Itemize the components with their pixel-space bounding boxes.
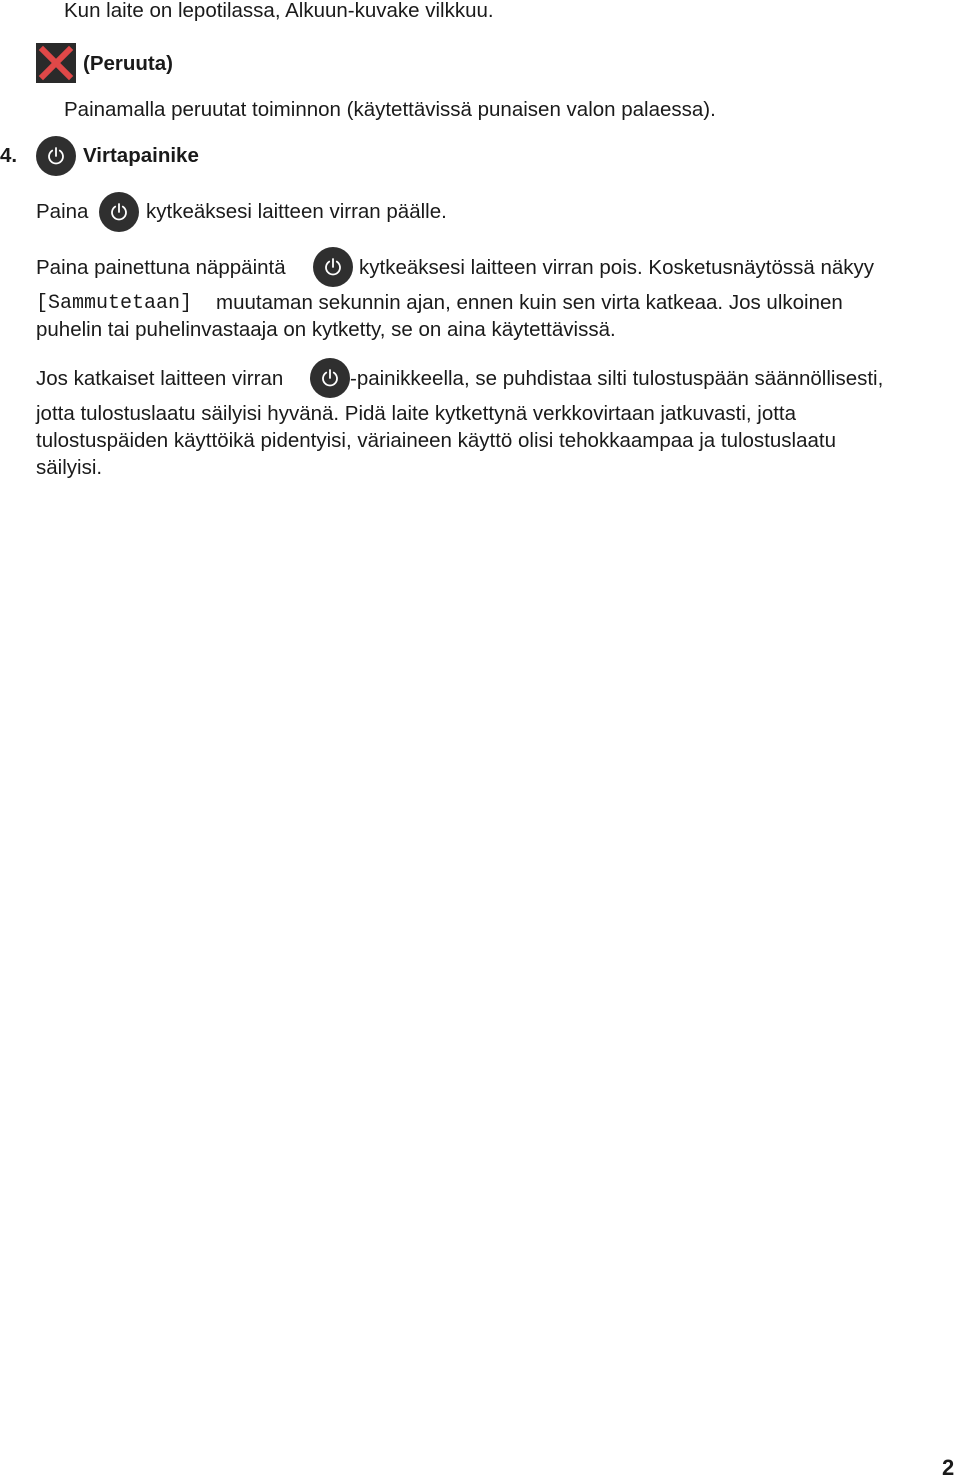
sleep-note: Kun laite on lepotilassa, Alkuun-kuvake vilkkuu. — [64, 0, 494, 22]
clean-text-after: -painikkeella, se puhdistaa silti tulostuspään säännöllisesti, — [350, 367, 884, 390]
power-off-text-before: Paina painettuna näppäintä — [36, 256, 286, 279]
section-title: Virtapainike — [83, 144, 199, 167]
clean-text-before: Jos katkaiset laitteen virran — [36, 367, 284, 390]
power-off-line2: muutaman sekunnin ajan, ennen kuin sen virta katkeaa. Jos ulkoinen — [216, 291, 843, 314]
cancel-label: (Peruuta) — [83, 52, 173, 75]
power-on-text-after: kytkeäksesi laitteen virran päälle. — [146, 200, 447, 223]
section-number: 4. — [0, 144, 18, 167]
cancel-x-icon — [36, 43, 76, 83]
power-icon — [313, 247, 353, 287]
power-off-text-after: kytkeäksesi laitteen virran pois. Kosketusnäytössä näkyy — [359, 256, 875, 279]
power-icon — [310, 358, 350, 398]
shutdown-message: [Sammutetaan] — [36, 292, 193, 315]
page-number: 2 — [942, 1455, 955, 1480]
clean-line3: tulostuspäiden käyttöikä pidentyisi, väriaineen käyttö olisi tehokkaampaa ja tulostuslaatu — [36, 429, 836, 452]
power-icon — [99, 192, 139, 232]
cancel-description: Painamalla peruutat toiminnon (käytettävissä punaisen valon palaessa). — [64, 98, 716, 121]
clean-line2: jotta tulostuslaatu säilyisi hyvänä. Pidä laite kytkettynä verkkovirtaan jatkuvasti, jotta — [36, 402, 797, 425]
power-on-text-before: Paina — [36, 200, 89, 223]
power-icon — [36, 136, 76, 176]
clean-line4: säilyisi. — [36, 456, 103, 479]
power-off-line3: puhelin tai puhelinvastaaja on kytketty, se on aina käytettävissä. — [36, 318, 616, 341]
